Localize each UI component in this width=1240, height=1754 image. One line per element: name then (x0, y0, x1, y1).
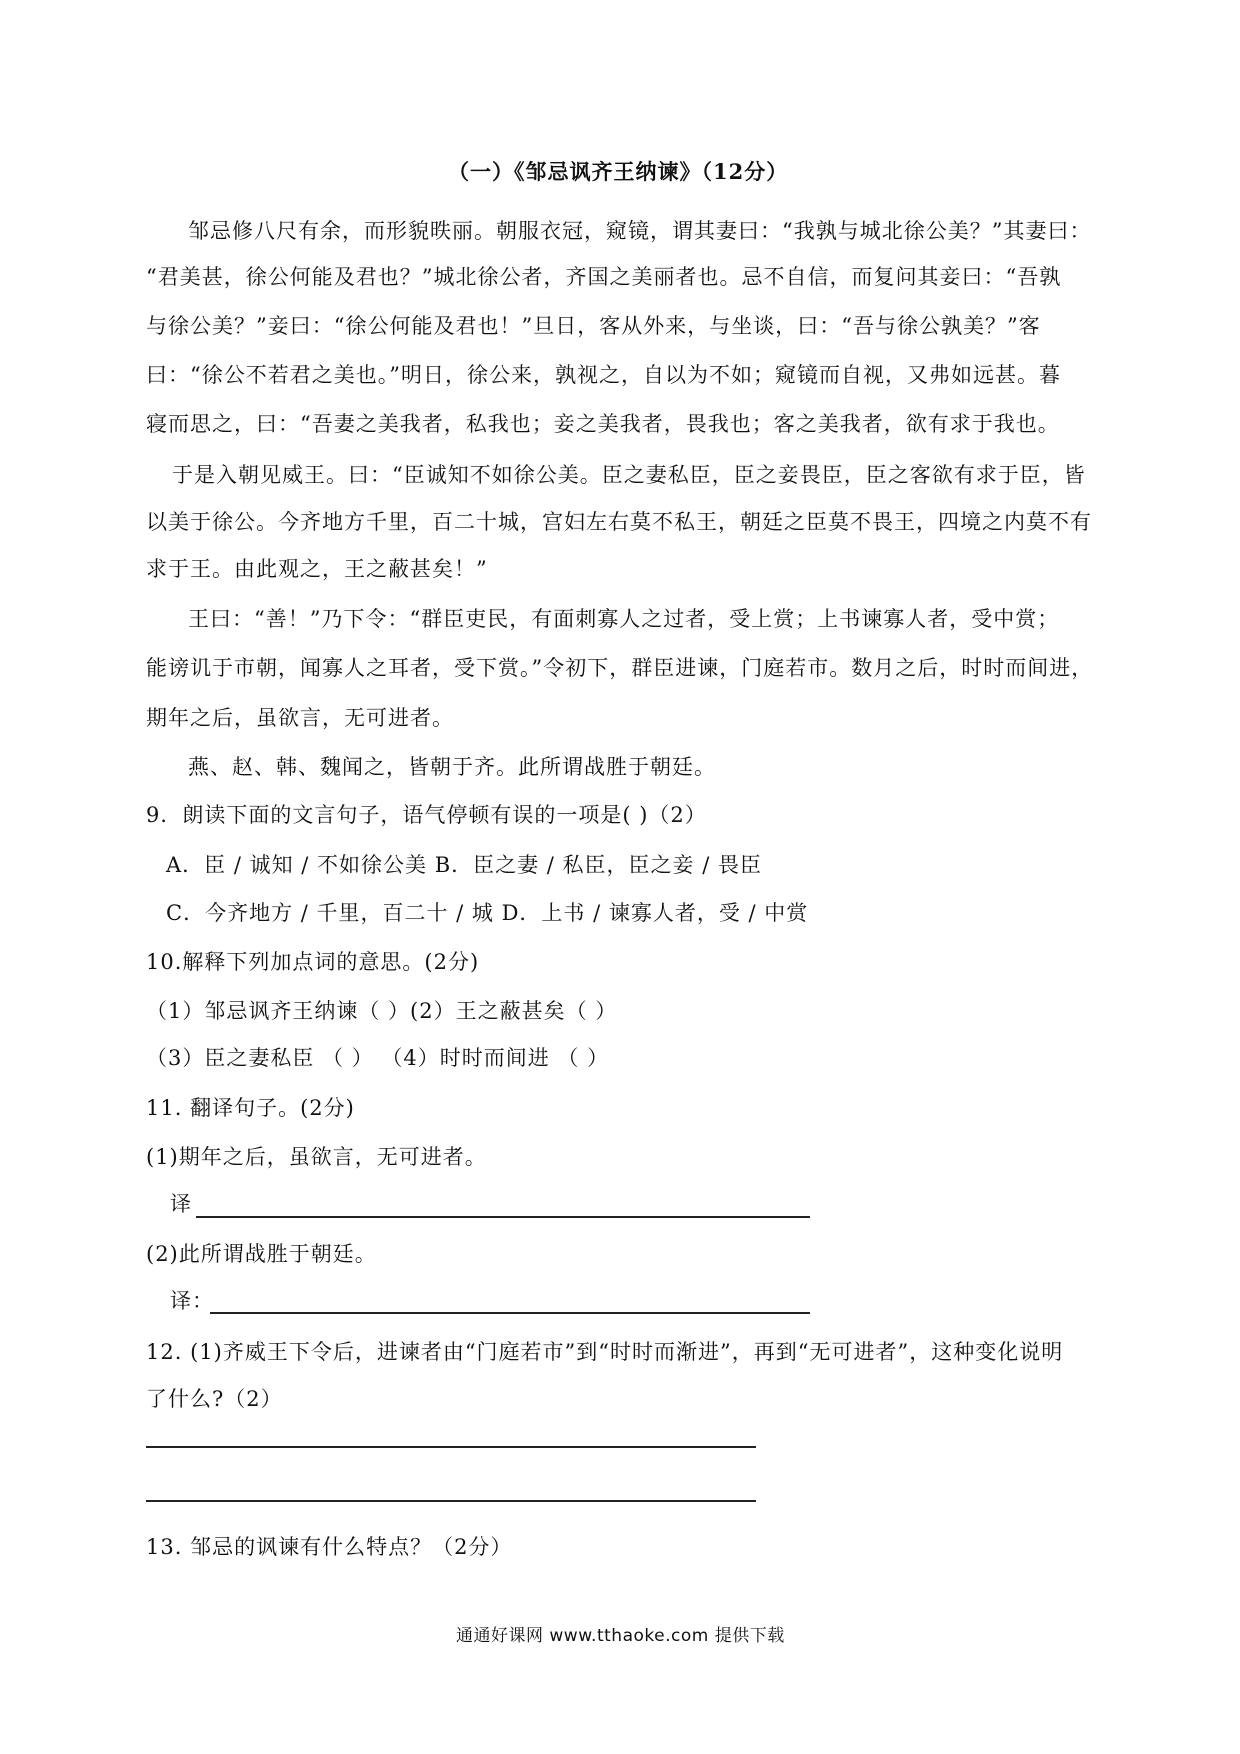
passage-line: 寝而思之，曰：“吾妻之美我者，私我也；妾之美我者，畏我也；客之美我者，欲有求于我也。 (146, 412, 1060, 436)
question-9-options-ab: A．臣 / 诚知 / 不如徐公美 B．臣之妻 / 私臣，臣之妾 / 畏臣 (166, 853, 762, 877)
question-12-line-1: 12. (1)齐威王下令后，进谏者由“门庭若市”到“时时而渐进”，再到“无可进者”，这种变化说明 (146, 1340, 1064, 1364)
footer-source: 通通好课网 www.tthaoke.com 提供下载 (456, 1626, 785, 1646)
passage-line: 以美于徐公。今齐地方千里，百二十城，宫妇左右莫不私王，朝廷之臣莫不畏王，四境之内莫不有 (146, 510, 1092, 534)
section-title: （一）《邹忌讽齐王纳谏》（12分） (448, 159, 789, 184)
passage-line: 能谤讥于市朝，闻寡人之耳者，受下赏。”令初下，群臣进谏，门庭若市。数月之后，时时而间进， (146, 656, 1094, 680)
passage-line: 曰：“徐公不若君之美也。”明日，徐公来，孰视之，自以为不如；窥镜而自视，又弗如远甚。暮 (146, 363, 1061, 387)
passage-line: 求于王。由此观之，王之蔽甚矣！” (146, 557, 488, 581)
question-10-items-1-2: （1）邹忌讽齐王纳谏（ ）(2）王之蔽甚矣（ ） (146, 999, 618, 1023)
answer-line-11-2[interactable] (210, 1312, 810, 1314)
question-10-stem: 10.解释下列加点词的意思。(2分) (146, 950, 480, 974)
passage-line: 与徐公美？”妾曰：“徐公何能及君也！”旦日，客从外来，与坐谈，曰：“吾与徐公孰美？”客 (146, 314, 1041, 338)
passage-line: “君美甚，徐公何能及君也？”城北徐公者，齐国之美丽者也。忌不自信，而复问其妾曰：“吾孰 (146, 265, 1062, 289)
answer-line-11-1[interactable] (196, 1216, 810, 1218)
question-9-stem: 9．朗读下面的文言句子，语气停顿有误的一项是( )（2） (146, 803, 707, 827)
translation-label-1: 译 (170, 1192, 192, 1216)
question-11-stem: 11. 翻译句子。(2分) (146, 1096, 355, 1120)
question-9-options-cd: C．今齐地方 / 千里，百二十 / 城 D．上书 / 谏寡人者，受 / 中赏 (166, 901, 809, 925)
answer-line-12-2[interactable] (146, 1500, 756, 1502)
passage-line: 燕、赵、韩、魏闻之，皆朝于齐。此所谓战胜于朝廷。 (188, 755, 716, 779)
passage-line: 邹忌修八尺有余，而形貌昳丽。朝服衣冠，窥镜，谓其妻曰：“我孰与城北徐公美？”其妻曰： (188, 219, 1092, 243)
question-11-sentence-1: (1)期年之后，虽欲言，无可进者。 (146, 1145, 487, 1169)
answer-line-12-1[interactable] (146, 1446, 756, 1448)
question-13-stem: 13. 邹忌的讽谏有什么特点？（2分） (146, 1535, 513, 1559)
question-10-items-3-4: （3）臣之妻私臣 （ ） （4）时时而间进 （ ） (146, 1046, 610, 1070)
question-12-line-2: 了什么?（2） (146, 1387, 283, 1411)
passage-line: 期年之后，虽欲言，无可进者。 (146, 706, 454, 730)
passage-line: 王曰：“善！”乃下令：“群臣吏民，有面刺寡人之过者，受上赏；上书谏寡人者，受中赏； (188, 607, 1060, 631)
question-11-sentence-2: (2)此所谓战胜于朝廷。 (146, 1242, 377, 1266)
translation-label-2: 译： (170, 1289, 214, 1313)
passage-line: 于是入朝见威王。曰：“臣诚知不如徐公美。臣之妻私臣，臣之妾畏臣，臣之客欲有求于臣，皆 (172, 463, 1086, 487)
